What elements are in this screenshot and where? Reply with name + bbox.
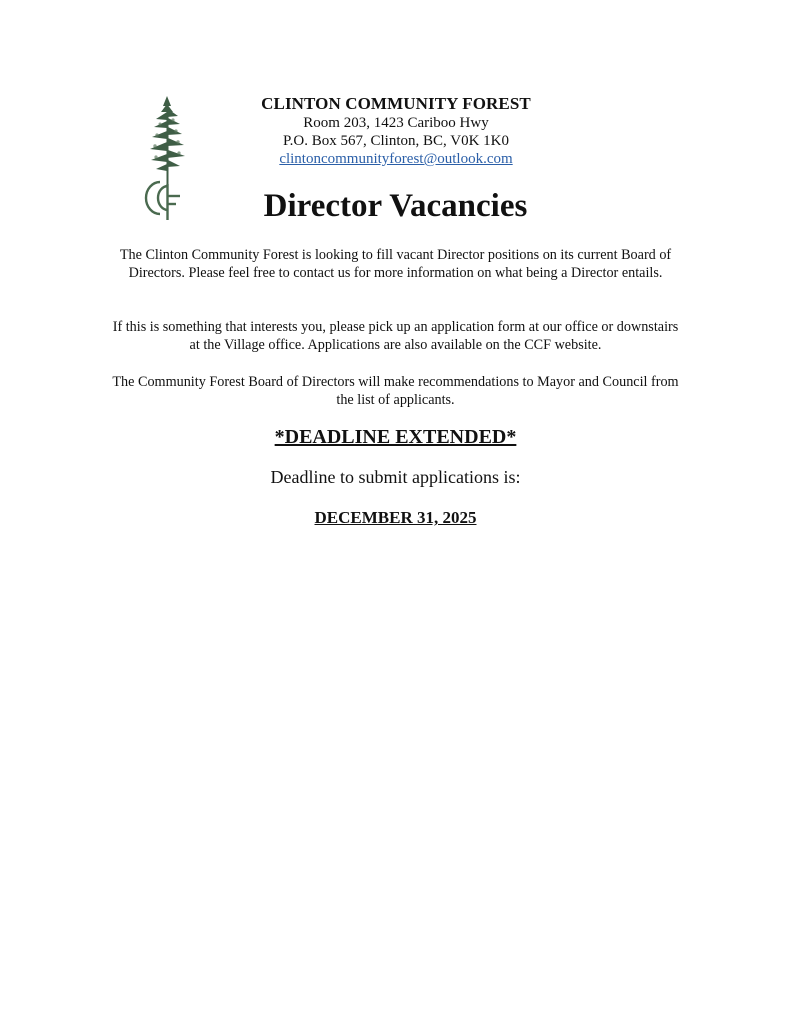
body-paragraph-3: The Community Forest Board of Directors will make recommendations to Mayor and Council from the list of applicants. xyxy=(112,374,679,408)
organization-name: CLINTON COMMUNITY FOREST xyxy=(261,94,531,113)
address-line-1: Room 203, 1423 Cariboo Hwy xyxy=(303,115,489,131)
deadline-date: DECEMBER 31, 2025 xyxy=(314,508,477,527)
email-link[interactable]: clintoncommunityforest@outlook.com xyxy=(279,151,513,167)
address-line-2: P.O. Box 567, Clinton, BC, V0K 1K0 xyxy=(282,133,509,149)
letterhead xyxy=(200,94,592,168)
body-paragraph-2: If this is something that interests you, please pick up an application form at our office or downstairs at the Village office. Applications are also available on the CCF website. xyxy=(112,319,679,353)
page-title: Director Vacancies xyxy=(263,188,528,224)
body-paragraph-1: The Clinton Community Forest is looking to fill vacant Director positions on its current Board of Directors. Please feel free to contact us for more information on what being a Director entails. xyxy=(119,247,672,281)
deadline-label: Deadline to submit applications is: xyxy=(270,467,521,487)
deadline-extended-heading: *DEADLINE EXTENDED* xyxy=(274,426,517,448)
